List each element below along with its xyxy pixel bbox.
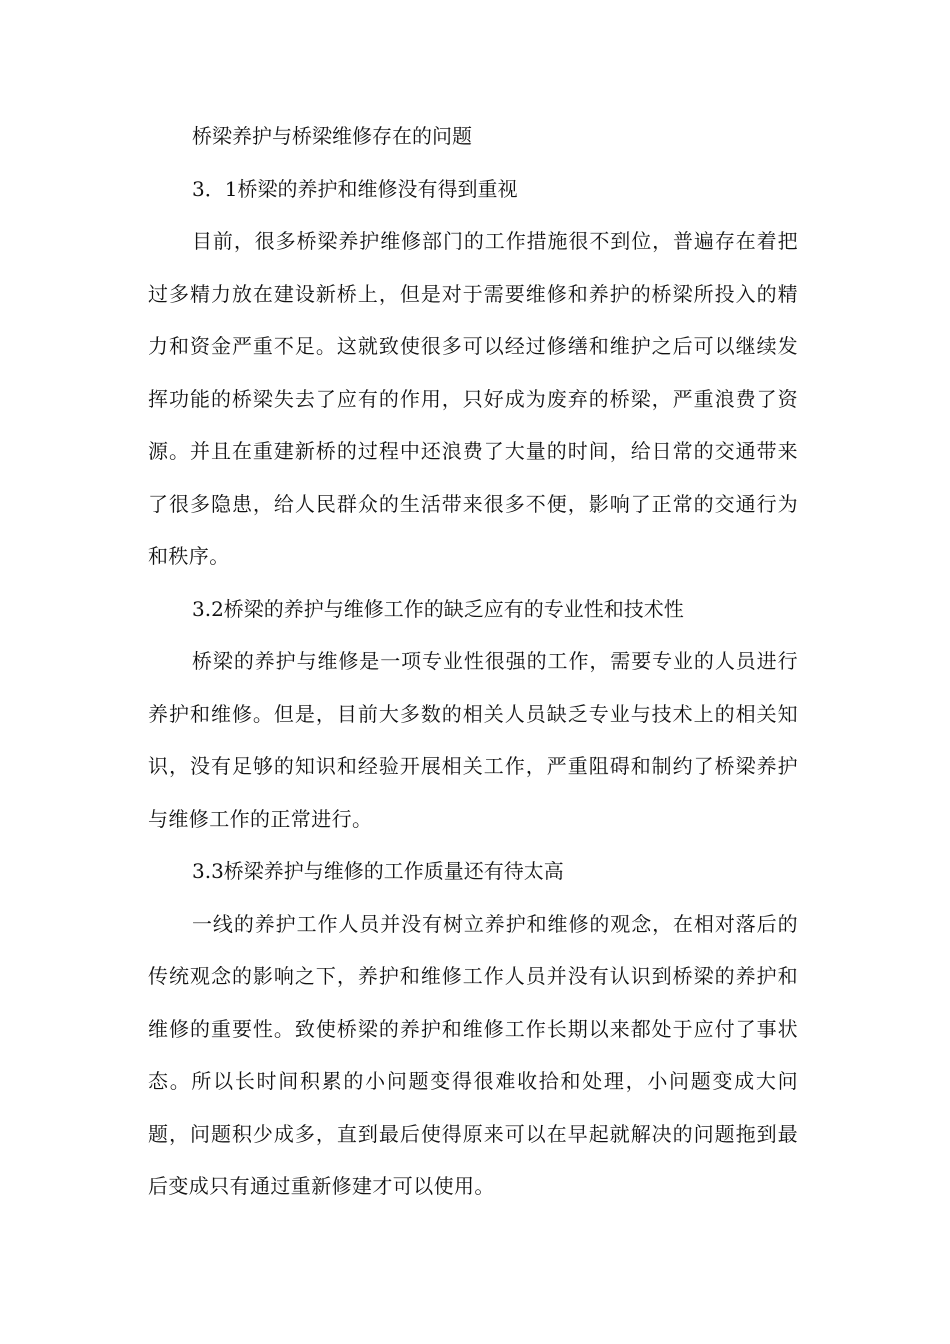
- section-1-heading: 3．1桥梁的养护和维修没有得到重视: [192, 176, 518, 201]
- section-2-body: 桥梁的养护与维修是一项专业性很强的工作，需要专业的人员进行养护和维修。但是，目前大多数的相关人员缺乏专业与技术上的相关知识，没有足够的知识和经验开展相关工作，严重阻碍和制约了桥梁养护与维修工作的正常进行。: [148, 649, 798, 831]
- document-title: 桥梁养护与桥梁维修存在的问题: [192, 124, 472, 148]
- document-page: [148, 110, 798, 1213]
- section-1-body: 目前，很多桥梁养护维修部门的工作措施很不到位，普遍存在着把过多精力放在建设新桥上，但是对于需要维修和养护的桥梁所投入的精力和资金严重不足。这就致使很多可以经过修缮和维护之后可以继续发挥功能的桥梁失去了应有的作用，只好成为废弃的桥梁，严重浪费了资源。并且在重建新桥的过程中还浪费了大量的时间，给日常的交通带来了很多隐患，给人民群众的生活带来很多不便，影响了正常的交通行为和秩序。: [148, 229, 798, 568]
- section-3-body: 一线的养护工作人员并没有树立养护和维修的观念，在相对落后的传统观念的影响之下，养护和维修工作人员并没有认识到桥梁的养护和维修的重要性。致使桥梁的养护和维修工作长期以来都处于应付了事状态。所以长时间积累的小问题变得很难收拾和处理，小问题变成大问题，问题积少成多，直到最后使得原来可以在早起就解决的问题拖到最后变成只有通过重新修建才可以使用。: [148, 911, 798, 1198]
- section-3-heading: 3.3桥梁养护与维修的工作质量还有待太高: [192, 859, 564, 883]
- section-2-heading: 3.2桥梁的养护与维修工作的缺乏应有的专业性和技术性: [192, 596, 684, 621]
